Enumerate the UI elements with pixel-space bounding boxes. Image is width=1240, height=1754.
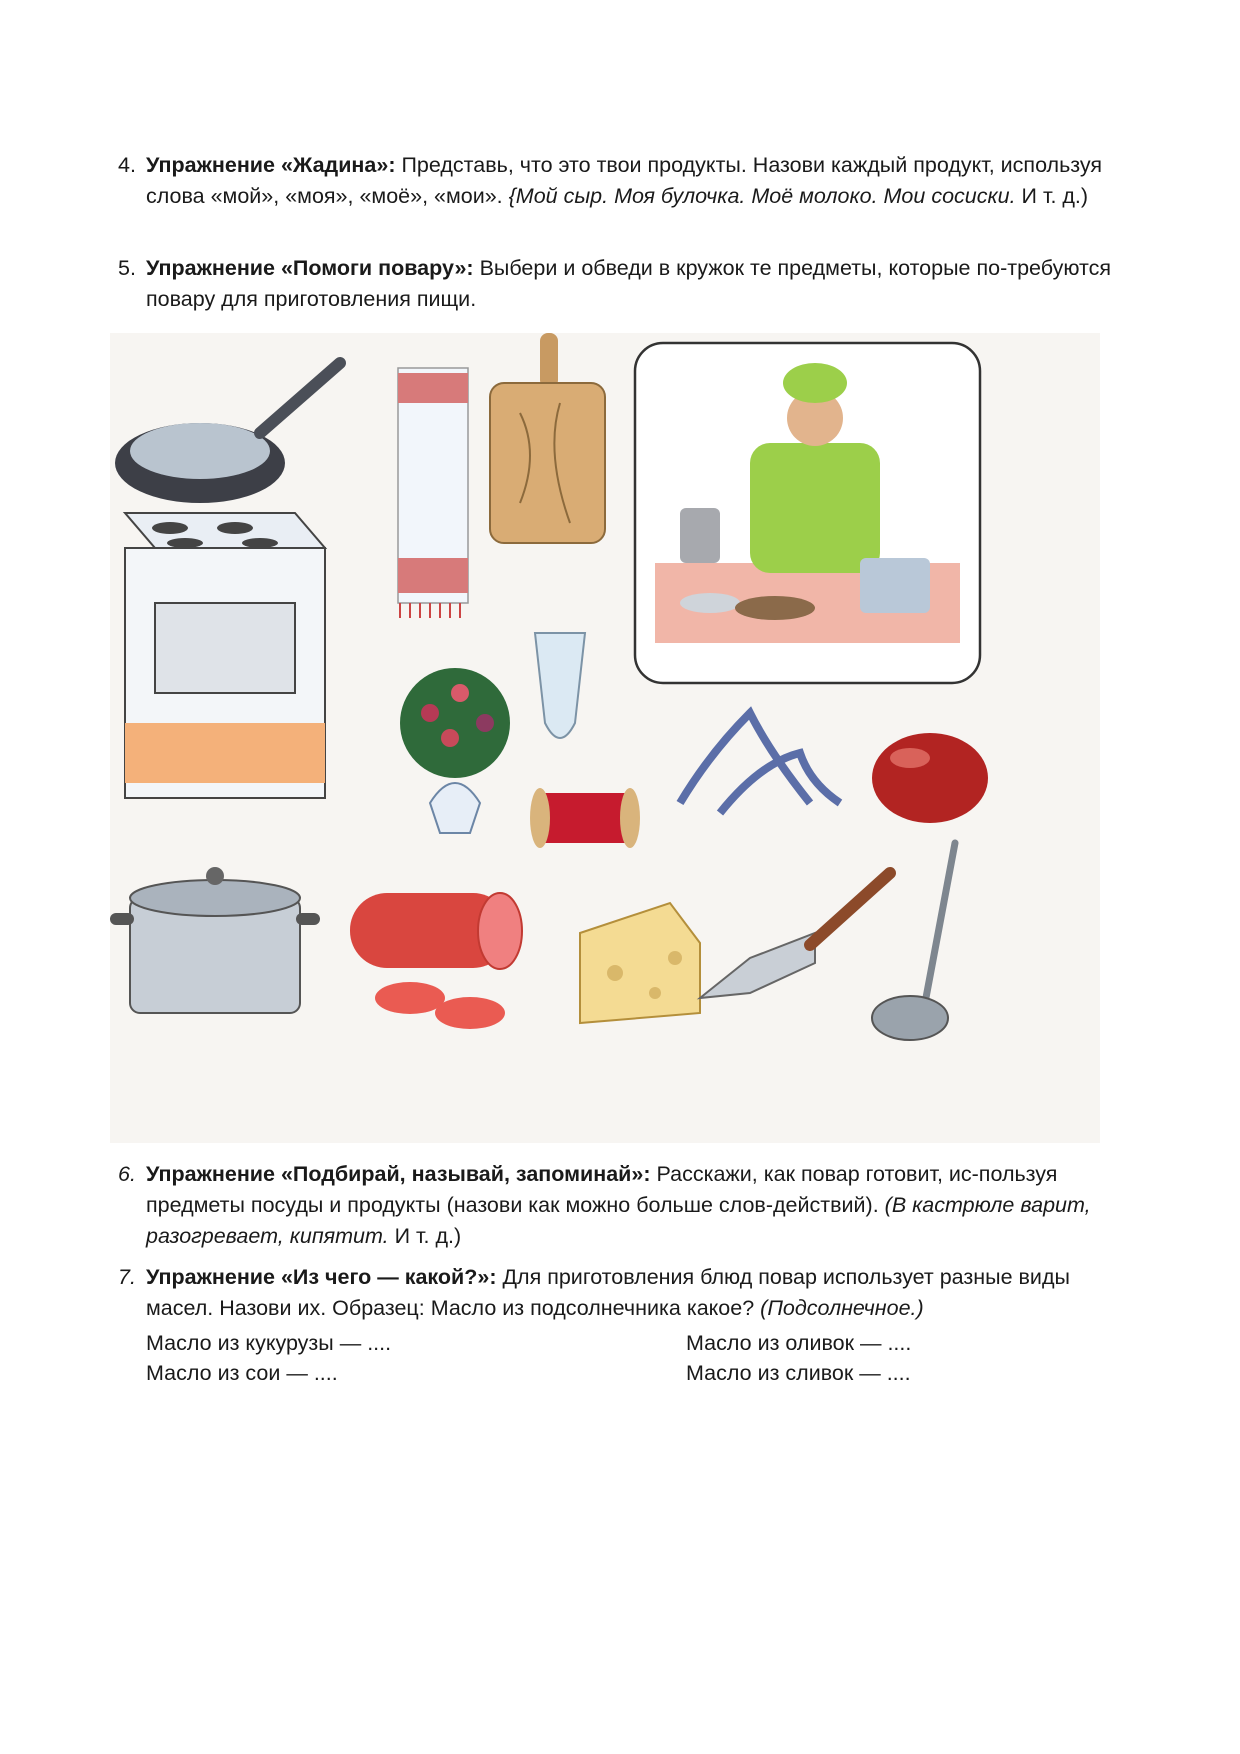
- thread-spool-icon[interactable]: [530, 788, 640, 848]
- exercise-number: 6.: [118, 1162, 136, 1186]
- exercise-example: {Мой сыр. Моя булочка. Моё молоко. Мои сосиски.: [508, 184, 1016, 208]
- exercise-title: Упражнение «Помоги повару»:: [146, 256, 474, 280]
- exercise-6: [118, 1159, 1118, 1252]
- stove-icon[interactable]: [125, 513, 325, 798]
- exercise-example: (В кастрюле варит, разогревает, кипятит.: [146, 1193, 1091, 1248]
- oil-item-olive: Масло из оливок — ....: [686, 1331, 912, 1355]
- exercise-tail: И т. д.): [1015, 184, 1089, 208]
- exercise-5: [118, 253, 1118, 315]
- exercise-number: 4.: [118, 153, 136, 177]
- exercise-4: [118, 150, 1118, 212]
- chef-icon[interactable]: [635, 343, 980, 683]
- exercise-text: Для приготовления блюд повар использует разные виды масел. Назови их. Образец: Масло из подсолнечника какое?: [146, 1265, 1070, 1320]
- exercise-tail: И т. д.): [388, 1224, 462, 1248]
- tomato-icon[interactable]: [872, 733, 988, 823]
- exercise-text: Представь, что это твои продукты. Назови каждый продукт, используя слова «мой», «моя», «моё», «мои».: [146, 153, 1103, 208]
- exercise-title: Упражнение «Из чего — какой?»:: [146, 1265, 497, 1289]
- towel-icon[interactable]: [398, 368, 468, 618]
- exercise-number: 5.: [118, 256, 136, 280]
- oil-item-cream: Масло из сливок — ....: [686, 1361, 911, 1385]
- exercise-text: Выбери и обведи в кружок те предметы, которые по-требуются повару для приготовления пищи.: [146, 256, 1112, 311]
- exercise-title: Упражнение «Подбирай, называй, запоминай»:: [146, 1162, 651, 1186]
- oil-item-corn: Масло из кукурузы — ....: [146, 1331, 392, 1355]
- exercise-number: 7.: [118, 1265, 136, 1289]
- exercise-illustration: [110, 333, 1100, 1143]
- oil-item-soy: Масло из сои — ....: [146, 1361, 338, 1385]
- exercise-title: Упражнение «Жадина»:: [146, 153, 396, 177]
- exercise-7: [118, 1262, 1118, 1324]
- exercise-example: (Подсолнечное.): [760, 1296, 924, 1320]
- exercise-text: Расскажи, как повар готовит, ис-пользуя предметы посуды и продукты (назови как можно больше слов-действий).: [146, 1162, 1058, 1217]
- pot-icon[interactable]: [110, 867, 320, 1013]
